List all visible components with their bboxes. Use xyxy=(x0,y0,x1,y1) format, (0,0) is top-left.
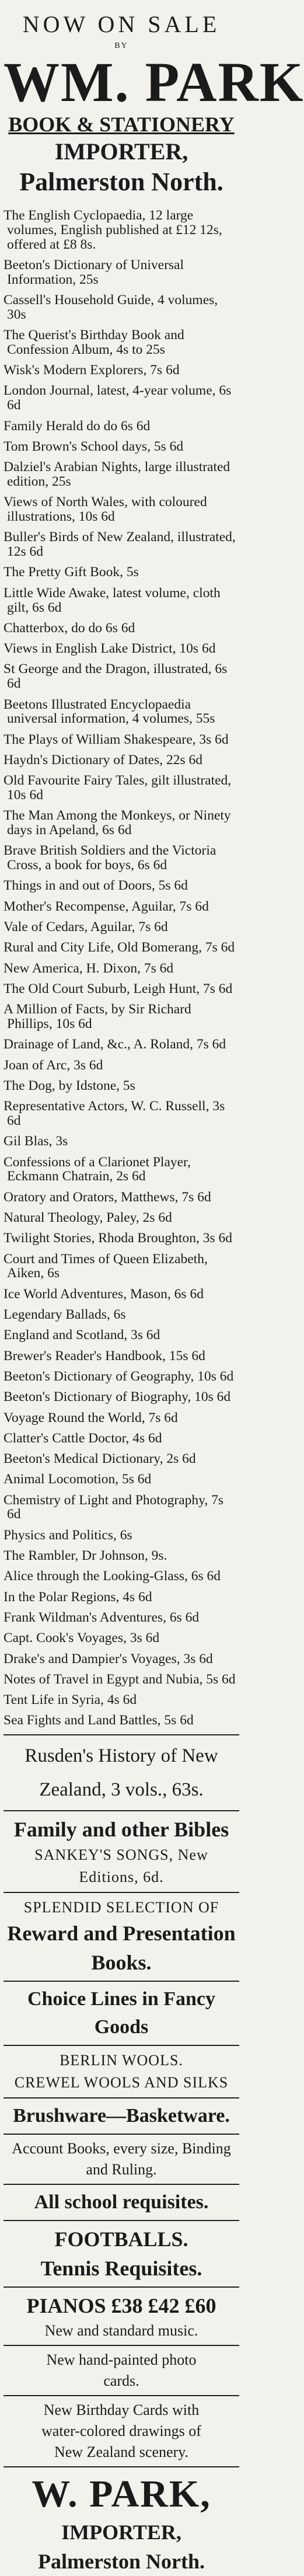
book-list-item: Ice World Adventures, Mason, 6s 6d xyxy=(4,1286,204,1302)
headline-by: BY xyxy=(114,41,128,50)
footer-town: Palmerston North. xyxy=(38,2549,205,2573)
book-list-item: The English Cyclopaedia, 12 large volumes, English published at £12 12s, offered at £8 8s. xyxy=(4,208,222,252)
divider xyxy=(4,2045,239,2046)
book-list-item: The Man Among the Monkeys, or Ninety days in Apeland, 6s 6d xyxy=(4,808,231,838)
divider xyxy=(4,2395,239,2396)
book-list-item: Tom Brown's School days, 5s 6d xyxy=(4,438,184,454)
footer-name: W. PARK, xyxy=(32,2472,211,2515)
book-list-item: Voyage Round the World, 7s 6d xyxy=(4,1410,178,1425)
selection-line-2: Reward and Presentation xyxy=(7,1921,236,1945)
book-list-item: Drake's and Dampier's Voyages, 3s 6d xyxy=(4,1651,213,1667)
divider xyxy=(4,2097,239,2099)
school-requisites: All school requisites. xyxy=(34,2191,209,2213)
headline-now-on-sale: NOW ON SALE xyxy=(22,11,221,37)
book-list-item: Things in and out of Doors, 5s 6d xyxy=(4,878,188,894)
divider xyxy=(4,1734,239,1735)
book-list-item: Brewer's Reader's Handbook, 15s 6d xyxy=(4,1348,205,1364)
book-list-item: Confessions of a Clarionet Player, Eckmann Chatrain, 2s 6d xyxy=(4,1154,191,1184)
book-list-item: Buller's Birds of New Zealand, illustrated, 12s 6d xyxy=(4,529,236,560)
book-list-item: Vale of Cedars, Aguilar, 7s 6d xyxy=(4,919,168,935)
selection-line-1: SPLENDID SELECTION OF xyxy=(23,1898,219,1916)
book-list-item: The Dog, by Idstone, 5s xyxy=(4,1078,135,1093)
book-list-item: The Rambler, Dr Johnson, 9s. xyxy=(4,1548,167,1564)
photo-cards-1: New hand-painted photo xyxy=(46,2351,197,2368)
headline-book-stationery: BOOK & STATIONERY xyxy=(8,113,235,136)
book-list-item: Frank Wildman's Adventures, 6s 6d xyxy=(4,1609,200,1625)
selection-line-3: Books. xyxy=(91,1950,152,1974)
book-list-item: Cassell's Household Guide, 4 volumes, 30s xyxy=(4,292,218,322)
book-list-item: Representative Actors, W. C. Russell, 3s 6d xyxy=(4,1099,225,1129)
book-list-item: Mother's Recompense, Aguilar, 7s 6d xyxy=(4,898,209,914)
book-list-item: England and Scotland, 3s 6d xyxy=(4,1327,160,1343)
book-list-item: Natural Theology, Paley, 2s 6d xyxy=(4,1210,172,1226)
account-books-2: and Ruling. xyxy=(86,2160,157,2178)
book-list-item: Clatter's Cattle Doctor, 4s 6d xyxy=(4,1430,162,1446)
book-list-item: Beeton's Dictionary of Universal Information, 25s xyxy=(4,257,184,287)
book-list-item: Views of North Wales, with coloured illustrations, 10s 6d xyxy=(4,494,207,525)
book-list-item: Views in English Lake District, 10s 6d xyxy=(4,641,216,657)
book-list-item: A Million of Facts, by Sir Richard Phillips, 10s 6d xyxy=(4,1002,191,1032)
book-list-item: The Pretty Gift Book, 5s xyxy=(4,564,139,580)
divider xyxy=(4,2184,239,2185)
rusden-line-2: Zealand, 3 vols., 63s. xyxy=(39,1779,204,1800)
book-list-item: Court and Times of Queen Elizabeth, Aiken, 6s xyxy=(4,1251,208,1281)
footballs: FOOTBALLS. xyxy=(54,2227,188,2251)
book-list-item: Oratory and Orators, Matthews, 7s 6d xyxy=(4,1189,211,1205)
book-list-item: In the Polar Regions, 4s 6d xyxy=(4,1589,152,1605)
book-list-item: Dalziel's Arabian Nights, large illustrated edition, 25s xyxy=(4,459,230,489)
book-list xyxy=(4,208,239,1728)
crewel-wools: CREWEL WOOLS AND SILKS xyxy=(14,2073,229,2091)
sankey-songs: SANKEY'S SONGS, New Editions, 6d. xyxy=(34,1846,208,1885)
brushware: Brushware—Basketware. xyxy=(13,2104,230,2127)
book-list-item: Alice through the Looking-Glass, 6s 6d xyxy=(4,1568,221,1584)
pianos: PIANOS £38 £42 £60 xyxy=(26,2293,216,2317)
divider xyxy=(4,2220,239,2221)
divider xyxy=(4,2345,239,2346)
book-list-item: Chemistry of Light and Photography, 7s 6d xyxy=(4,1492,224,1522)
book-list-item: Haydn's Dictionary of Dates, 22s 6d xyxy=(4,752,203,768)
headline-town: Palmerston North. xyxy=(19,168,223,196)
berlin-wools: BERLIN WOOLS. xyxy=(60,2051,183,2069)
book-list-item: Legendary Ballads, 6s xyxy=(4,1307,126,1323)
birthday-cards-1: New Birthday Cards with xyxy=(43,2401,200,2418)
book-list-item: Beetons Illustrated Encyclopaedia universal information, 4 volumes, 55s xyxy=(4,696,215,727)
book-list-item: Notes of Travel in Egypt and Nubia, 5s 6d xyxy=(4,1671,236,1687)
book-list-item: St George and the Dragon, illustrated, 6s 6d xyxy=(4,661,228,692)
book-list-item: Drainage of Land, &c., A. Roland, 7s 6d xyxy=(4,1037,226,1052)
book-list-item: Beeton's Dictionary of Geography, 10s 6d xyxy=(4,1368,234,1384)
book-list-item: Capt. Cook's Voyages, 3s 6d xyxy=(4,1630,160,1646)
divider xyxy=(4,2466,239,2467)
book-list-item: Sea Fights and Land Battles, 5s 6d xyxy=(4,1713,194,1728)
headline-importer: IMPORTER, xyxy=(54,138,188,165)
advertisement-column xyxy=(4,5,304,2576)
divider xyxy=(4,2286,239,2288)
book-list-item: Beeton's Medical Dictionary, 2s 6d xyxy=(4,1451,196,1467)
photo-cards-2: cards. xyxy=(103,2372,139,2389)
divider xyxy=(4,1892,239,1893)
birthday-cards-2: water-colored drawings of xyxy=(41,2422,201,2439)
book-list-item: Family Herald do do 6s 6d xyxy=(4,418,151,434)
tennis-requisites: Tennis Requisites. xyxy=(40,2256,202,2280)
book-list-item: Brave British Soldiers and the Victoria Cross, a book for boys, 6s 6d xyxy=(4,843,216,873)
fancy-goods: Choice Lines in Fancy Goods xyxy=(27,1988,216,2038)
book-list-item: Chatterbox, do do 6s 6d xyxy=(4,620,135,636)
bibles-heading: Family and other Bibles xyxy=(13,1817,229,1841)
divider xyxy=(4,1981,239,1982)
book-list-item: Old Favourite Fairy Tales, gilt illustrated, 10s 6d xyxy=(4,773,232,803)
rusden-line-1: Rusden's History of New xyxy=(25,1745,218,1766)
birthday-cards-3: New Zealand scenery. xyxy=(54,2443,189,2460)
book-list-item: Tent Life in Syria, 4s 6d xyxy=(4,1692,137,1708)
book-list-item: Beeton's Dictionary of Biography, 10s 6d xyxy=(4,1389,231,1405)
divider xyxy=(4,1810,239,1811)
book-list-item: New America, H. Dixon, 7s 6d xyxy=(4,960,174,976)
account-books-1: Account Books, every size, Binding xyxy=(12,2139,231,2157)
book-list-item: The Old Court Suburb, Leigh Hunt, 7s 6d xyxy=(4,981,233,996)
book-list-item: The Plays of William Shakespeare, 3s 6d xyxy=(4,731,229,747)
book-list-item: Physics and Politics, 6s xyxy=(4,1527,132,1543)
book-list-item: The Querist's Birthday Book and Confession Album, 4s to 25s xyxy=(4,327,184,357)
footer-importer: IMPORTER, xyxy=(61,2520,181,2544)
book-list-item: Gil Blas, 3s xyxy=(4,1134,68,1149)
standard-music: New and standard music. xyxy=(44,2321,198,2339)
book-list-item: Wisk's Modern Explorers, 7s 6d xyxy=(4,362,180,378)
divider xyxy=(4,2134,239,2135)
book-list-item: Rural and City Life, Old Bomerang, 7s 6d xyxy=(4,940,235,956)
book-list-item: Little Wide Awake, latest volume, cloth gilt, 6s 6d xyxy=(4,585,221,615)
book-list-item: London Journal, latest, 4-year volume, 6s 6d xyxy=(4,383,232,413)
book-list-item: Twilight Stories, Rhoda Broughton, 3s 6d xyxy=(4,1231,232,1246)
headline-wm-park: WM. PARK xyxy=(4,51,304,113)
book-list-item: Joan of Arc, 3s 6d xyxy=(4,1057,103,1073)
book-list-item: Animal Locomotion, 5s 6d xyxy=(4,1472,152,1487)
